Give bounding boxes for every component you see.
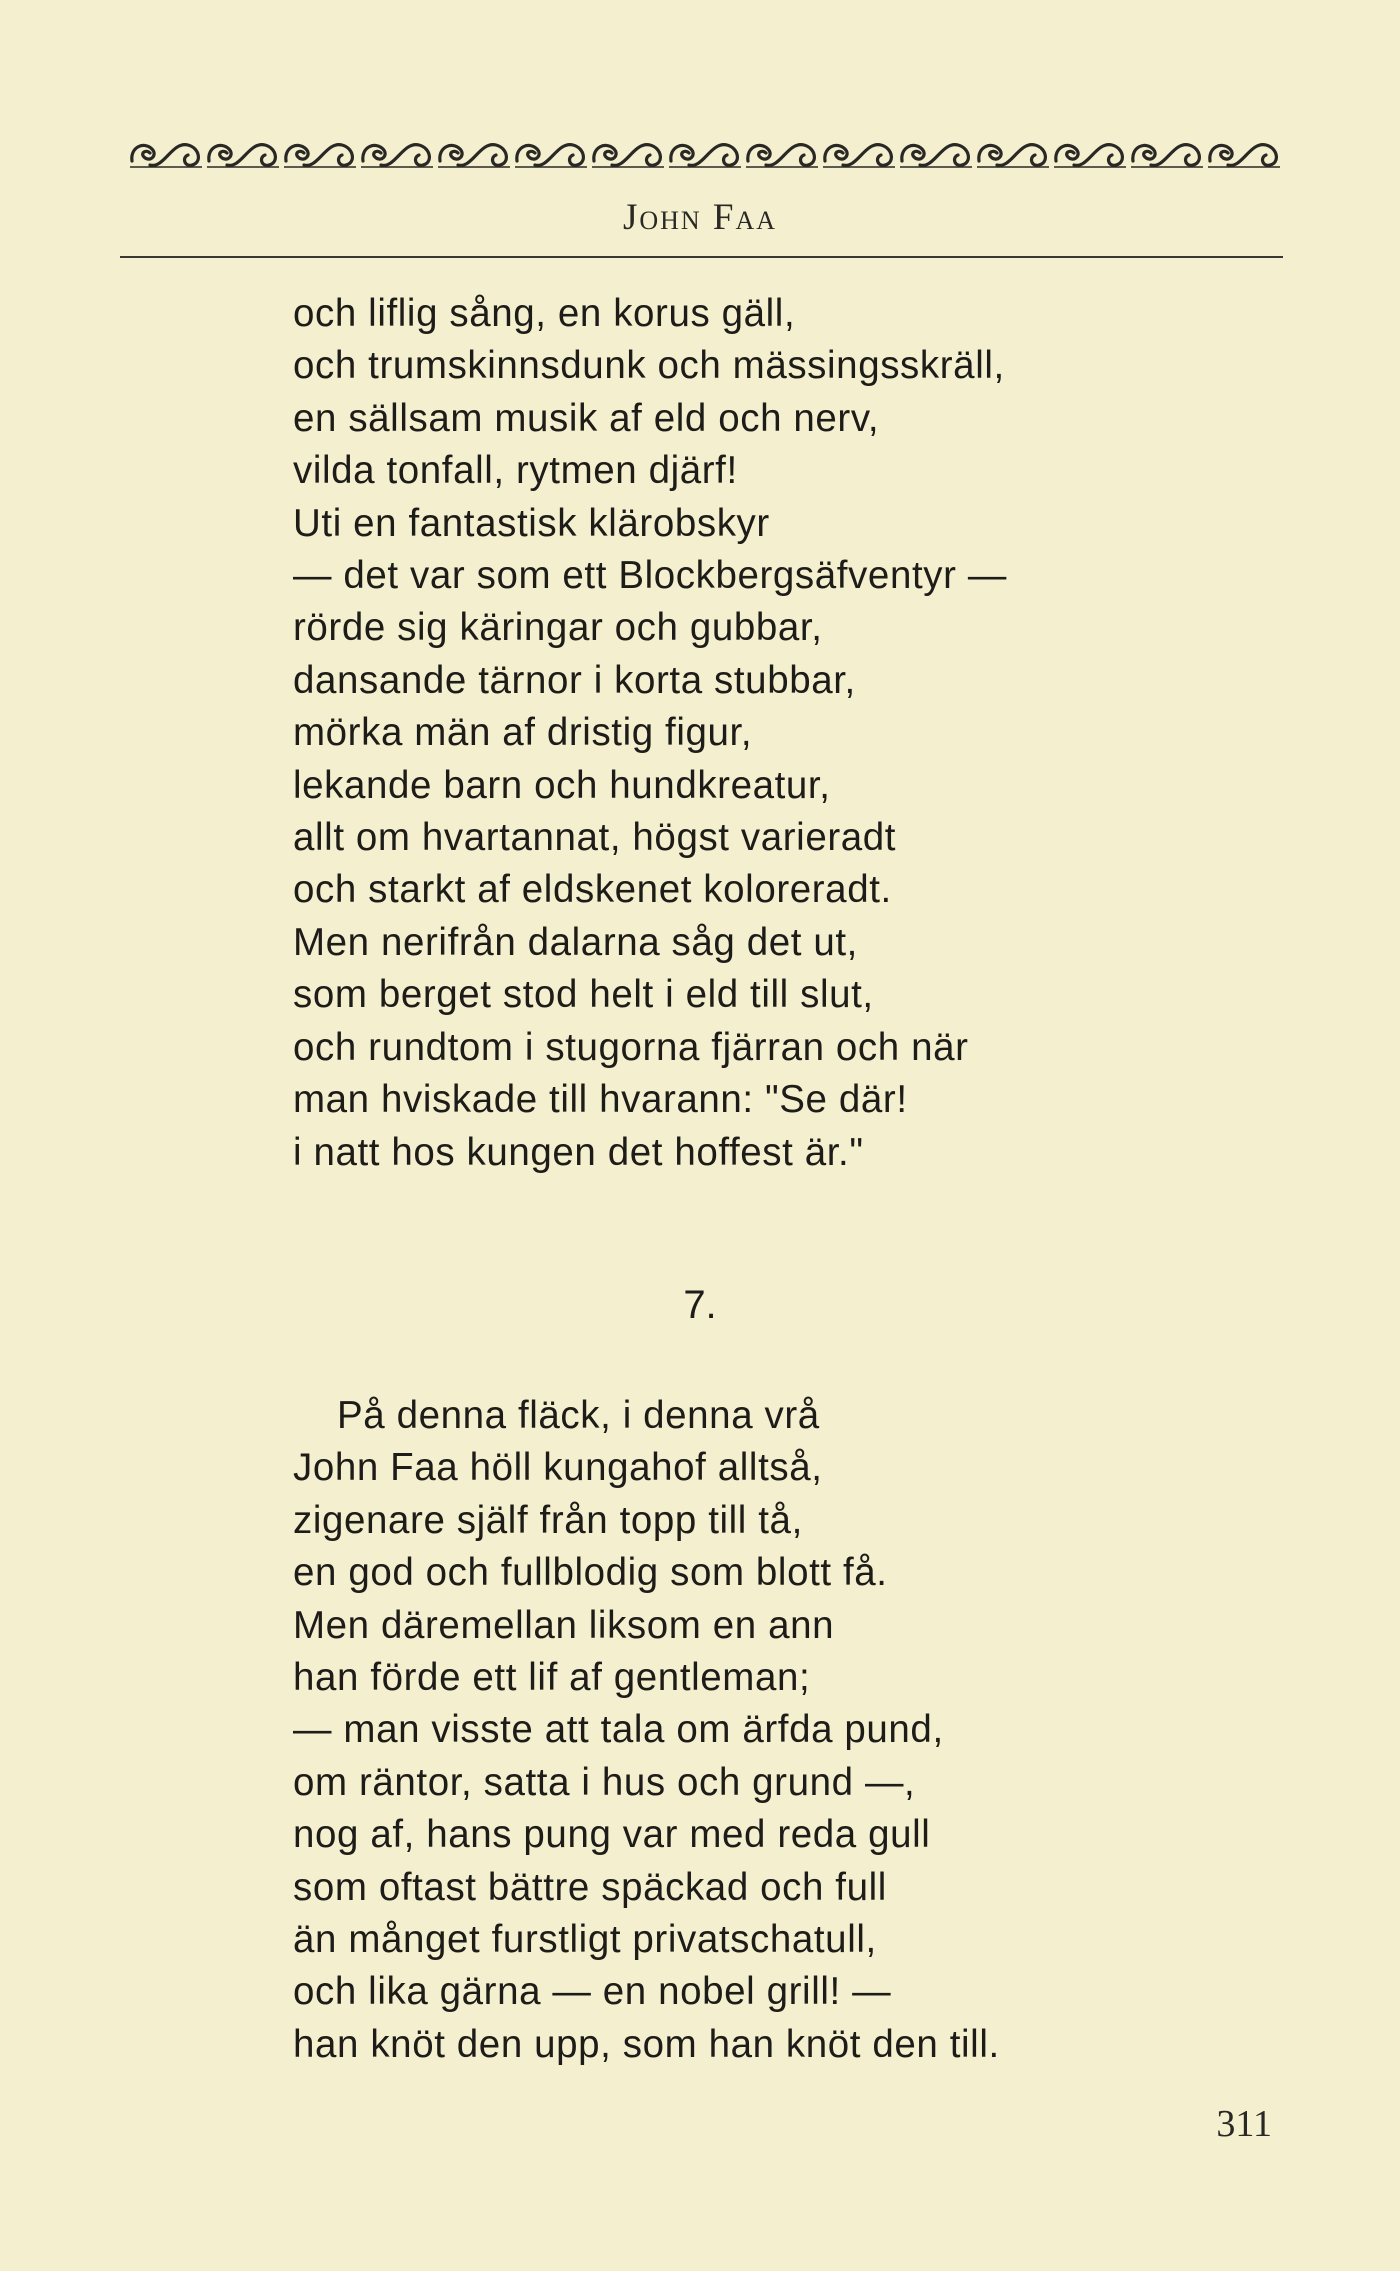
poem-line: han förde ett lif af gentleman; <box>293 1656 811 1700</box>
poem-line: Men däremellan liksom en ann <box>293 1603 835 1647</box>
poem-line: och trumskinnsdunk och mässingsskräll, <box>293 344 1005 388</box>
poem-line: och starkt af eldskenet koloreradt. <box>293 868 892 912</box>
poem-line: i natt hos kungen det hoffest är." <box>293 1130 864 1174</box>
poem-line: om räntor, satta i hus och grund —, <box>293 1760 916 1804</box>
poem-line: nog af, hans pung var med reda gull <box>293 1813 931 1857</box>
poem-line: — man visste att tala om ärfda pund, <box>293 1708 944 1752</box>
poem-line: och liflig sång, en korus gäll, <box>293 292 796 335</box>
poem-line: mörka män af dristig figur, <box>293 711 753 755</box>
running-head: John Faa <box>622 197 778 238</box>
poem-line: John Faa höll kungahof alltså, <box>293 1446 823 1490</box>
poem-line: en god och fullblodig som blott få. <box>293 1551 888 1595</box>
poem-line: Men nerifrån dalarna såg det ut, <box>293 920 858 964</box>
poem-line: Uti en fantastisk klärobskyr <box>293 501 770 545</box>
header-rule <box>120 256 1283 258</box>
poem-line: han knöt den upp, som han knöt den till. <box>293 2022 1000 2066</box>
page-number: 311 <box>1216 2103 1272 2145</box>
poem-line: allt om hvartannat, högst varieradt <box>293 816 897 860</box>
ornamental-border <box>128 135 1283 175</box>
poem-line: zigenare själf från topp till tå, <box>293 1498 803 1542</box>
poem-line: som oftast bättre späckad och full <box>293 1865 887 1909</box>
poem-line: och rundtom i stugorna fjärran och när <box>293 1025 969 1069</box>
poem-line: man hviskade till hvarann: "Se där! <box>293 1078 908 1122</box>
poem-line: vilda tonfall, rytmen djärf! <box>293 449 738 493</box>
poem-stanza-1 <box>293 288 1007 1179</box>
poem-line: och lika gärna — en nobel grill! — <box>293 1970 892 2014</box>
poem-line: dansande tärnor i korta stubbar, <box>293 658 856 702</box>
poem-line: en sällsam musik af eld och nerv, <box>293 396 880 440</box>
poem-line: rörde sig käringar och gubbar, <box>293 606 823 650</box>
poem-line: lekande barn och hundkreatur, <box>293 763 831 807</box>
poem-line: — det var som ett Blockbergsäfventyr — <box>293 554 1007 598</box>
poem-line: som berget stod helt i eld till slut, <box>293 973 874 1017</box>
poem-line: På denna fläck, i denna vrå <box>337 1394 820 1437</box>
section-number: 7. <box>683 1283 717 1327</box>
poem-line: än månget furstligt privatschatull, <box>293 1918 877 1962</box>
poem-stanza-2 <box>293 1390 1000 2071</box>
